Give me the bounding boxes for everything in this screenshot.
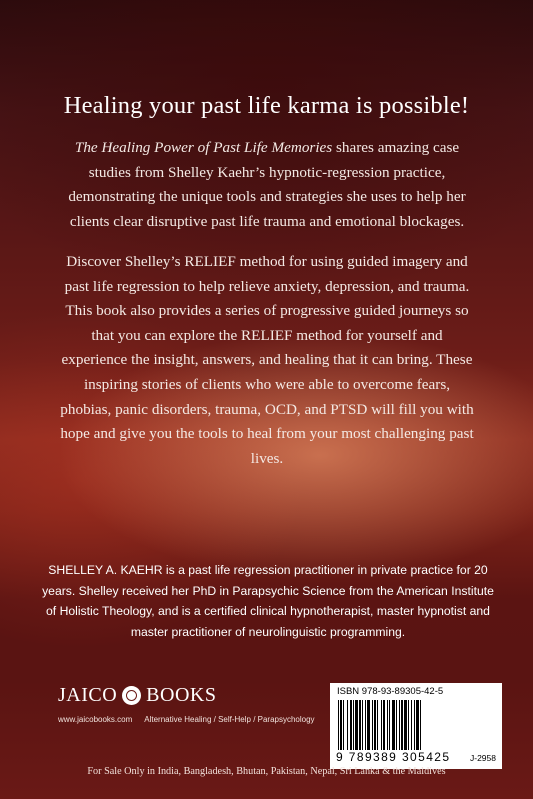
publisher-website: www.jaicobooks.com bbox=[58, 715, 133, 724]
blurb-paragraph-1 bbox=[58, 136, 476, 234]
publisher-seal-icon bbox=[122, 686, 141, 705]
product-code: J-2958 bbox=[470, 753, 496, 763]
publisher-block bbox=[58, 684, 315, 724]
publisher-name-left: JAICO bbox=[58, 684, 118, 706]
book-title: The Healing Power of Past Life Memories bbox=[74, 139, 333, 156]
isbn-label: ISBN 978-93-89305-42-5 bbox=[337, 686, 444, 697]
barcode-block bbox=[330, 683, 502, 769]
blurb-paragraph-1-text: shares amazing case studies from Shelley Kaehr’s hypnotic-regression practice, demonstrating the unique tools and strategies she uses to help her clients clear disruptive past life trauma and emotional blockages. bbox=[68, 139, 466, 230]
barcode-digits: 9 789389 305425 bbox=[336, 750, 451, 764]
publisher-name-right: BOOKS bbox=[146, 684, 217, 706]
blurb-paragraph-2: Discover Shelley’s RELIEF method for using guided imagery and past life regression to help relieve anxiety, depression, and trauma. This book also provides a series of progressive guided journeys so that you can explore the RELIEF method for yourself and experience the insight, answers, and healing that it can bring. These inspiring stories of clients who were able to overcome fears, phobias, panic disorders, trauma, OCD, and PTSD will fill you with hope and give you the tools to heal from your most challenging past lives. bbox=[60, 253, 474, 467]
barcode-icon bbox=[338, 700, 456, 754]
headline: Healing your past life karma is possible! bbox=[63, 92, 470, 119]
book-categories: Alternative Healing / Self-Help / Parapsychology bbox=[144, 715, 315, 724]
publisher-logo bbox=[58, 684, 315, 707]
sales-territory-note: For Sale Only in India, Bangladesh, Bhutan, Pakistan, Nepal, Sri Lanka & the Maldives bbox=[87, 766, 446, 777]
author-bio: SHELLEY A. KAEHR is a past life regression practitioner in private practice for 20 years. Shelley received her PhD in Parapsychic Science from the American Institute of Holistic Theology, and is a certified clinical hypnotherapist, master hypnotist and master practitioner of neurolinguistic programming. bbox=[42, 563, 494, 639]
